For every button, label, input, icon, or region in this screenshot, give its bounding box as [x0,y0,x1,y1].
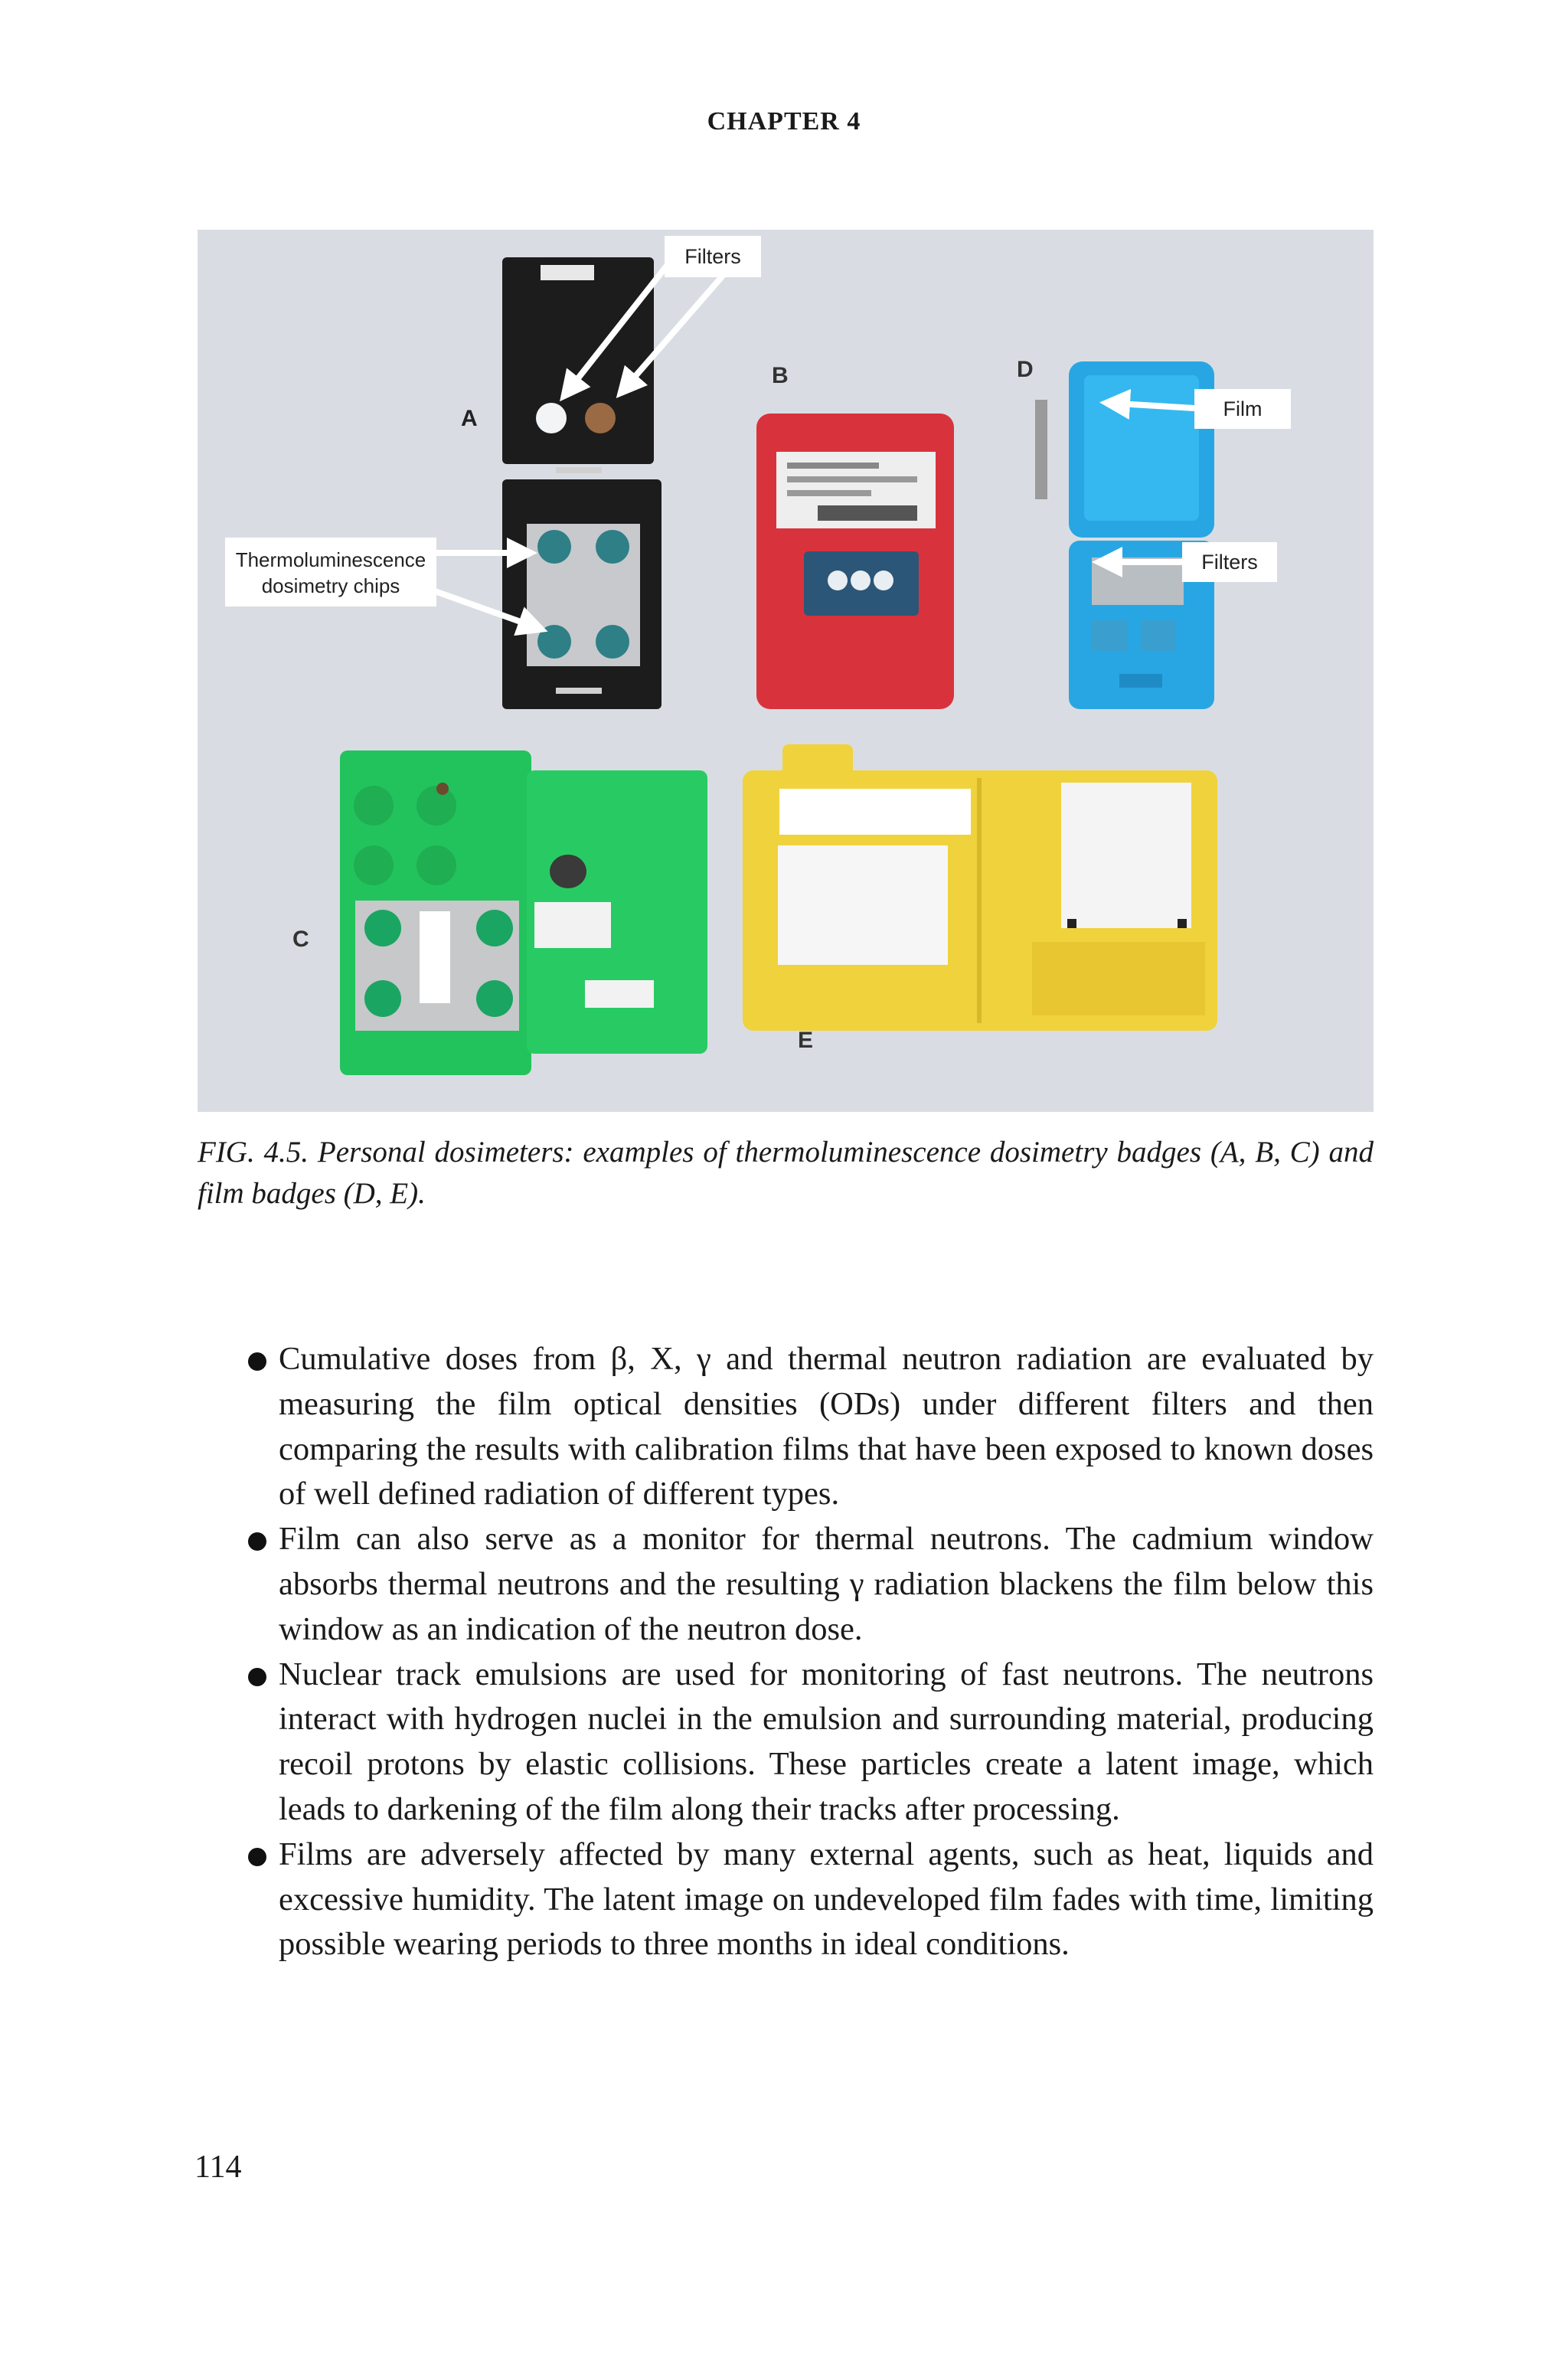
label-a: A [461,406,478,431]
callout-tld-chips [225,538,436,606]
bullet-icon [248,1848,266,1866]
badge-c-tld [340,750,707,1075]
label-e: E [798,1028,814,1053]
list-item: Film can also serve as a monitor for thermal neutrons. The cadmium window absorbs thermal neutrons and the resulting γ radiation blackens the film below this window as an indication of the neutron dose. [245,1517,1374,1652]
bullet-icon [248,1532,266,1551]
label-c: C [292,927,309,952]
badge-d-film [1035,361,1214,709]
svg-text:dosimetry chips: dosimetry chips [261,574,400,597]
label-d: D [1017,357,1034,382]
svg-text:Filters: Filters [1201,551,1258,574]
callout-filters-top [665,236,761,277]
dosimeter-figure [198,230,1374,1112]
callout-filters-right [1182,542,1277,582]
filter-disc-white [536,403,567,433]
label-b: B [772,363,789,388]
badge-b-tld [756,414,954,709]
bullet-icon [248,1352,266,1371]
svg-text:Thermoluminescence: Thermoluminescence [235,548,426,571]
svg-text:Filters: Filters [684,245,741,268]
list-item: Films are adversely affected by many external agents, such as heat, liquids and excessive humidity. The latent image on undeveloped film fades with time, limiting possible wearing periods to three months in ideal conditions. [245,1833,1374,1967]
dosimeter-illustration [198,230,1374,1112]
list-item: Cumulative doses from β, X, γ and thermal neutron radiation are evaluated by measuring the film optical densities (ODs) under different filters and then comparing the results with calibration films that have been exposed to known doses of well defined radiation of different types. [245,1337,1374,1517]
figure-caption: FIG. 4.5. Personal dosimeters: examples of thermoluminescence dosimetry badges (A, B, C) and film badges (D, E). [198,1136,1374,1210]
filter-disc-copper [585,403,616,433]
list-item: Nuclear track emulsions are used for monitoring of fast neutrons. The neutrons interact with hydrogen nuclei in the emulsion and surrounding material, producing recoil protons by elastic collisions. These particles create a latent image, which leads to darkening of the film along their tracks after processing. [245,1653,1374,1833]
svg-text:Film: Film [1223,397,1263,420]
page-number: 114 [194,2150,242,2185]
chapter-heading: CHAPTER 4 [707,107,861,136]
bullet-icon [248,1668,266,1686]
badge-e-film [743,744,1217,1031]
badge-a-tld [502,257,662,709]
bullet-list [245,1337,1374,1967]
callout-film [1194,389,1291,429]
